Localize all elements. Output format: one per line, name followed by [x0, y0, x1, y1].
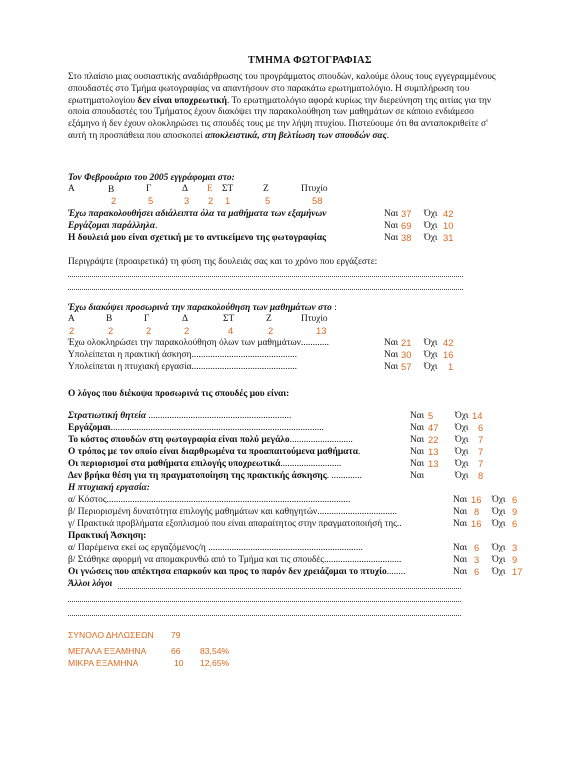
s3-row2-yes-label: Ναι: [410, 435, 425, 445]
big-semesters-count: 66: [171, 646, 181, 656]
page-title: ΤΜΗΜΑ ΦΩΤΟΓΡΑΦΙΑΣ: [248, 55, 372, 66]
practice-row-stayed: [68, 542, 363, 554]
total-value: 79: [171, 630, 181, 640]
thesis-row2-no-label: Όχι: [492, 519, 506, 529]
thesis-row0-no: 6: [512, 494, 518, 505]
s3-row2-label: Το κόστος σπουδών στη φωτογραφία είναι πολύ μεγάλο: [68, 435, 290, 445]
s2-count-c: 2: [146, 325, 152, 336]
practice-row2-no: 17: [512, 566, 523, 577]
practice-row1-no: 9: [512, 554, 518, 565]
s2-row0-no: 42: [443, 337, 454, 348]
s3-row4-no-label: Όχι: [455, 459, 469, 469]
s2-heading-text: Έχω διακόψει προσωρινά την παρακολούθηση των μαθημάτων στο: [68, 303, 332, 313]
s2-row-thesis-pending: Υπολείπεται η πτυχιακή εργασία.............................................: [68, 362, 297, 372]
s3-row5-no: 8: [478, 470, 484, 481]
s3-row-electives: [68, 458, 341, 470]
small-semesters-pct: 12,65%: [200, 658, 230, 668]
s3-row3-no-label: Όχι: [455, 447, 469, 457]
s2-col-z: Ζ: [266, 314, 272, 324]
s1-row1-no-label: Όχι: [424, 221, 438, 231]
s3-row-no-placement: [68, 470, 362, 482]
s3-row1-label: Εργάζομαι: [68, 423, 111, 433]
s1-row1-yes-label: Ναι: [384, 221, 399, 231]
intro-text-1: Στο πλαίσιο μιας ουσιαστικής αναδιάρθρωσης του προγράμματος σπουδών, καλούμε όλους τους εγγεγραμμένους σπουδαστές στο Τμήμα φωτογραφίας να απαντήσουν στο παρακάτω ερωτηματολόγιο. Η συμπλήρωση του ερωτηματολογίου: [68, 72, 496, 106]
s1-col-e: Ε: [207, 184, 213, 194]
s2-count-degree: 13: [316, 325, 327, 336]
s2-row-practice-pending: Υπολείπεται η πρακτική άσκηση.............................................: [68, 350, 297, 360]
intro-bold-purpose: αποκλειστικά, στη βελτίωση των σπουδών σας: [205, 130, 387, 141]
s3-row4-yes: 13: [428, 458, 439, 469]
s1-col-d: Δ: [182, 184, 189, 194]
s1-count-st: 1: [225, 195, 231, 206]
s3-row3-yes-label: Ναι: [410, 447, 425, 457]
thesis-row1-dots: ..................................: [317, 507, 397, 517]
s1-col-b: Β: [108, 185, 115, 195]
thesis-row1-yes-label: Ναι: [453, 507, 468, 517]
practice-row-no-degree-needed: [68, 566, 405, 578]
s1-answer-line-2[interactable]: [68, 289, 463, 290]
s2-count-a: 2: [69, 325, 75, 336]
practice-row0-dots: ..................................................................: [205, 543, 363, 553]
other-reasons-line-1[interactable]: [118, 588, 461, 589]
s1-describe-prompt: Περιγράψτε (προαιρετικά) τη φύση της δουλειάς σας και το χρόνο που εργάζεστε:: [68, 257, 378, 267]
s3-row0-yes-label: Ναι: [410, 411, 425, 421]
small-semesters-count: 10: [174, 658, 184, 668]
s3-row5-label: Δεν βρήκα θέση για τη πραγματοποίηση της πρακτικής άσκησης: [68, 471, 327, 481]
thesis-row0-yes-label: Ναι: [453, 495, 468, 505]
practice-row-left-dept: [68, 554, 401, 566]
s1-count-z: 5: [265, 195, 271, 206]
s1-row-uninterrupted: Έχω παρακολουθήσει αδιάλειπτα όλα τα μαθήματα των εξαμήνων: [68, 209, 327, 219]
practice-row2-yes: 6: [474, 566, 480, 577]
s1-row0-yes-label: Ναι: [384, 209, 399, 219]
thesis-row-limited-choice: [68, 506, 397, 518]
s2-row0-no-label: Όχι: [424, 338, 438, 348]
s3-row2-dots: ...........................: [289, 435, 353, 445]
s3-row3-label: Ο τρόπος με τον οποίο είναι διαρθρωμένα τα προαπαιτούμενα μαθήματα: [68, 447, 358, 457]
s2-count-d: 2: [184, 325, 190, 336]
s1-answer-line-1[interactable]: [68, 276, 463, 277]
practice-row0-no: 3: [512, 542, 518, 553]
thesis-row2-yes: 16: [471, 518, 482, 529]
s2-row0-yes-label: Ναι: [384, 338, 399, 348]
thesis-row0-label: α/ Κόστος: [68, 495, 107, 505]
s1-row1-label-end: .: [155, 221, 158, 231]
total-label: ΣΥΝΟΛΟ ΔΗΛΩΣΕΩΝ: [68, 630, 154, 640]
s3-row4-label: Οι περιορισμοί στα μαθήματα επιλογής υποχρεωτικά: [68, 459, 281, 469]
s1-row2-no-label: Όχι: [424, 233, 438, 243]
s3-row1-dots: ...........................................................................................: [110, 423, 324, 433]
practice-row0-yes: 6: [474, 542, 480, 553]
s3-row1-yes: 47: [428, 422, 439, 433]
s2-row1-yes: 30: [401, 349, 412, 360]
section3-heading: Ο λόγος που διέκοψα προσωρινά τις σπουδές μου είναι:: [68, 389, 290, 399]
s1-row1-yes: 69: [401, 220, 412, 231]
s3-row2-yes: 22: [428, 434, 439, 445]
s1-row2-yes: 38: [401, 232, 412, 243]
thesis-row-cost: [68, 494, 350, 506]
intro-text-end: .: [386, 130, 390, 141]
s2-col-b: Β: [106, 314, 113, 324]
thesis-row2-label: γ/ Πρακτικά προβλήματα εξοπλισμού που είναι απαραίτητος στην πραγματοποιήσή της..: [68, 519, 402, 529]
s3-row5-dots: . .............: [326, 471, 362, 481]
s1-count-degree: 58: [312, 195, 323, 206]
s1-row-related-job: Η δουλειά μου είναι σχετική με το αντικείμενο της φωτογραφίας: [68, 233, 327, 243]
s3-row3-no: 7: [478, 446, 484, 457]
s1-row2-no: 31: [443, 232, 454, 243]
other-reasons-line-3[interactable]: [68, 615, 461, 616]
s3-row4-yes-label: Ναι: [410, 459, 425, 469]
intro-bold-optional: δεν είναι υποχρεωτική: [137, 95, 227, 106]
s2-heading-end: :: [331, 303, 337, 313]
s3-row1-no: 6: [478, 422, 484, 433]
s2-row2-no: 1: [448, 361, 454, 372]
s3-row0-no-label: Όχι: [455, 411, 469, 421]
practice-row1-no-label: Όχι: [492, 555, 506, 565]
s1-col-c: Γ: [146, 184, 152, 194]
practice-row1-label: β/ Στάθηκε αφορμή να απομακρυνθώ από το Τμήμα και τις σπουδές: [68, 555, 324, 565]
s3-row2-no-label: Όχι: [455, 435, 469, 445]
s2-row1-yes-label: Ναι: [384, 350, 399, 360]
thesis-heading: Η πτυχιακή εργασία:: [68, 483, 150, 493]
s2-row2-no-label: Όχι: [424, 362, 438, 372]
s1-count-c: 5: [148, 195, 154, 206]
s2-row1-no-label: Όχι: [424, 350, 438, 360]
s2-col-st: ΣΤ: [223, 314, 235, 324]
thesis-row1-no: 9: [512, 506, 518, 517]
s1-row2-yes-label: Ναι: [384, 233, 399, 243]
practice-heading: Πρακτική Άσκηση:: [68, 531, 147, 541]
s3-row2-no: 7: [478, 434, 484, 445]
s2-col-c: Γ: [144, 314, 150, 324]
thesis-row1-no-label: Όχι: [492, 507, 506, 517]
practice-row2-no-label: Όχι: [492, 567, 506, 577]
practice-row2-dots: ........: [386, 567, 406, 577]
practice-row0-no-label: Όχι: [492, 543, 506, 553]
s3-row-prerequisites: [68, 446, 360, 458]
s1-row0-yes: 37: [401, 208, 412, 219]
s1-row0-no: 42: [443, 208, 454, 219]
s1-col-a: Α: [68, 184, 75, 194]
s2-count-b: 2: [108, 325, 114, 336]
s3-row-military: [68, 410, 291, 422]
s2-col-degree: Πτυχίο: [301, 314, 328, 324]
other-reasons-line-2[interactable]: [68, 601, 461, 602]
s2-count-st: 4: [228, 325, 234, 336]
big-semesters-pct: 83,54%: [200, 646, 230, 656]
practice-row0-yes-label: Ναι: [453, 543, 468, 553]
thesis-row-equipment: [68, 518, 402, 530]
s1-col-st: ΣΤ: [222, 184, 234, 194]
s2-row-completed-courses: Έχω ολοκληρώσει την παρακολούθηση όλων των μαθημάτων............: [68, 338, 330, 348]
practice-row1-dots: .................................: [323, 555, 402, 565]
thesis-row1-yes: 8: [474, 506, 480, 517]
s3-row5-yes-label: Ναι: [410, 471, 425, 481]
s1-row0-no-label: Όχι: [424, 209, 438, 219]
s1-row1-no: 10: [443, 220, 454, 231]
section1-heading: Τον Φεβρουάριο του 2005 εγγράφομαι στο:: [68, 173, 235, 183]
s3-row5-no-label: Όχι: [455, 471, 469, 481]
s3-row3-dots: .: [357, 447, 361, 457]
practice-row1-yes-label: Ναι: [453, 555, 468, 565]
s3-row4-no: 7: [478, 458, 484, 469]
s3-row-working: [68, 422, 324, 434]
s3-row0-no: 14: [472, 410, 483, 421]
thesis-row0-yes: 16: [471, 494, 482, 505]
s1-col-degree: Πτυχίο: [301, 184, 328, 194]
thesis-row0-dots: ........................................................................................................: [106, 495, 351, 505]
practice-row2-yes-label: Ναι: [453, 567, 468, 577]
s1-row-working: [68, 220, 157, 232]
s2-row0-yes: 21: [401, 337, 412, 348]
s3-row-cost: [68, 434, 353, 446]
small-semesters-label: ΜΙΚΡΑ ΕΞΑΜΗΝΑ: [68, 658, 139, 668]
intro-paragraph: [68, 72, 506, 143]
s3-row0-dots: .............................................................: [146, 411, 292, 421]
thesis-row1-label: β/ Περιορισμένη δυνατότητα επιλογής μαθημάτων και καθηγητών: [68, 507, 318, 517]
practice-row1-yes: 3: [474, 554, 480, 565]
s2-row1-no: 16: [443, 349, 454, 360]
s2-row2-yes: 57: [401, 361, 412, 372]
s1-col-z: Ζ: [263, 184, 269, 194]
thesis-row0-no-label: Όχι: [492, 495, 506, 505]
practice-row0-label: α/ Παρέμεινα εκεί ως εργαζόμενος/η: [68, 543, 206, 553]
thesis-row2-yes-label: Ναι: [453, 519, 468, 529]
s2-row2-yes-label: Ναι: [384, 362, 399, 372]
s1-row1-label: Εργάζομαι παράλληλα: [68, 221, 156, 231]
s3-row4-dots: ..........................: [280, 459, 342, 469]
s2-count-z: 2: [268, 325, 274, 336]
s3-row1-no-label: Όχι: [455, 423, 469, 433]
thesis-row2-no: 6: [512, 518, 518, 529]
other-reasons-label: Άλλοι λόγοι: [68, 579, 113, 589]
s3-row3-yes: 13: [428, 446, 439, 457]
s1-count-e: 2: [208, 195, 214, 206]
s1-count-b: 2: [111, 195, 117, 206]
practice-row2-label: Οι γνώσεις που απέκτησα επαρκούν και προς το παρόν δεν χρειάζομαι το πτυχίο: [68, 567, 387, 577]
s3-row0-yes: 5: [428, 410, 434, 421]
s2-col-a: Α: [68, 314, 75, 324]
intro-text-2: . Το ερωτηματολόγιο αφορά κυρίως την διερεύνηση της αιτίας για την οποία σπουδαστές του Τμήματος έχουν διακόψει την παρακολούθηση των μαθημάτων σε κάποιο ενδιάμεσο εξάμηνο ή δεν έχουν ολοκληρώσει τις σπουδές τους με την λήψη πτυχίου. Πιστεύουμε ότι θα ανταποκριθείτε σ' αυτή τη προσπάθεια που αποσκοπεί: [68, 95, 492, 141]
s3-row1-yes-label: Ναι: [410, 423, 425, 433]
big-semesters-label: ΜΕΓΑΛΑ ΕΞΑΜΗΝΑ: [68, 646, 147, 656]
s2-col-d: Δ: [182, 314, 189, 324]
s1-count-d: 3: [184, 195, 190, 206]
s3-row0-label: Στρατιωτική θητεία: [68, 411, 147, 421]
